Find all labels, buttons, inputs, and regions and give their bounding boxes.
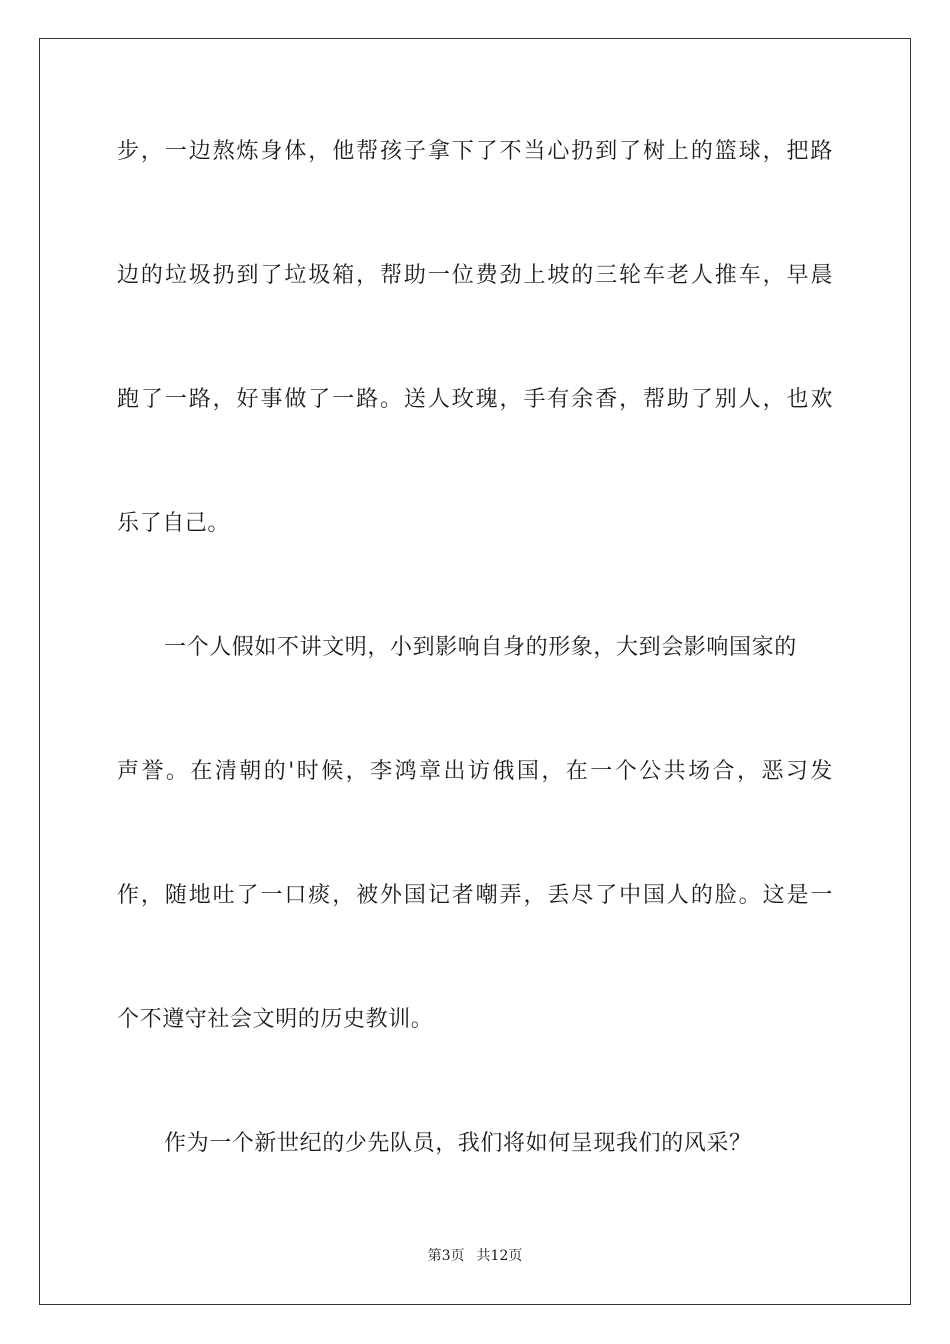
paragraph-line: 个不遵守社会文明的历史教训。	[117, 1007, 434, 1032]
page-border	[39, 38, 911, 1305]
paragraph-line: 边的垃圾扔到了垃圾箱，帮助一位费劲上坡的三轮车老人推车，早晨	[117, 263, 833, 288]
page-total: 共12页	[476, 1248, 523, 1264]
paragraph-line: 作为一个新世纪的少先队员，我们将如何呈现我们的风采？	[164, 1131, 752, 1156]
page-footer	[0, 1247, 950, 1265]
paragraph-line: 乐了自己。	[117, 511, 231, 536]
paragraph-line: 步，一边熬炼身体，他帮孩子拿下了不当心扔到了树上的篮球，把路	[117, 139, 833, 164]
paragraph-line: 声誉。在清朝的'时候，李鸿章出访俄国，在一个公共场合，恶习发	[117, 759, 833, 784]
paragraph-line: 一个人假如不讲文明，小到影响自身的形象，大到会影响国家的	[164, 635, 797, 660]
page-number: 第3页	[427, 1248, 465, 1264]
paragraph-line: 作，随地吐了一口痰，被外国记者嘲弄，丢尽了中国人的脸。这是一	[117, 883, 833, 908]
paragraph-line: 跑了一路，好事做了一路。送人玫瑰，手有余香，帮助了别人，也欢	[117, 387, 833, 412]
